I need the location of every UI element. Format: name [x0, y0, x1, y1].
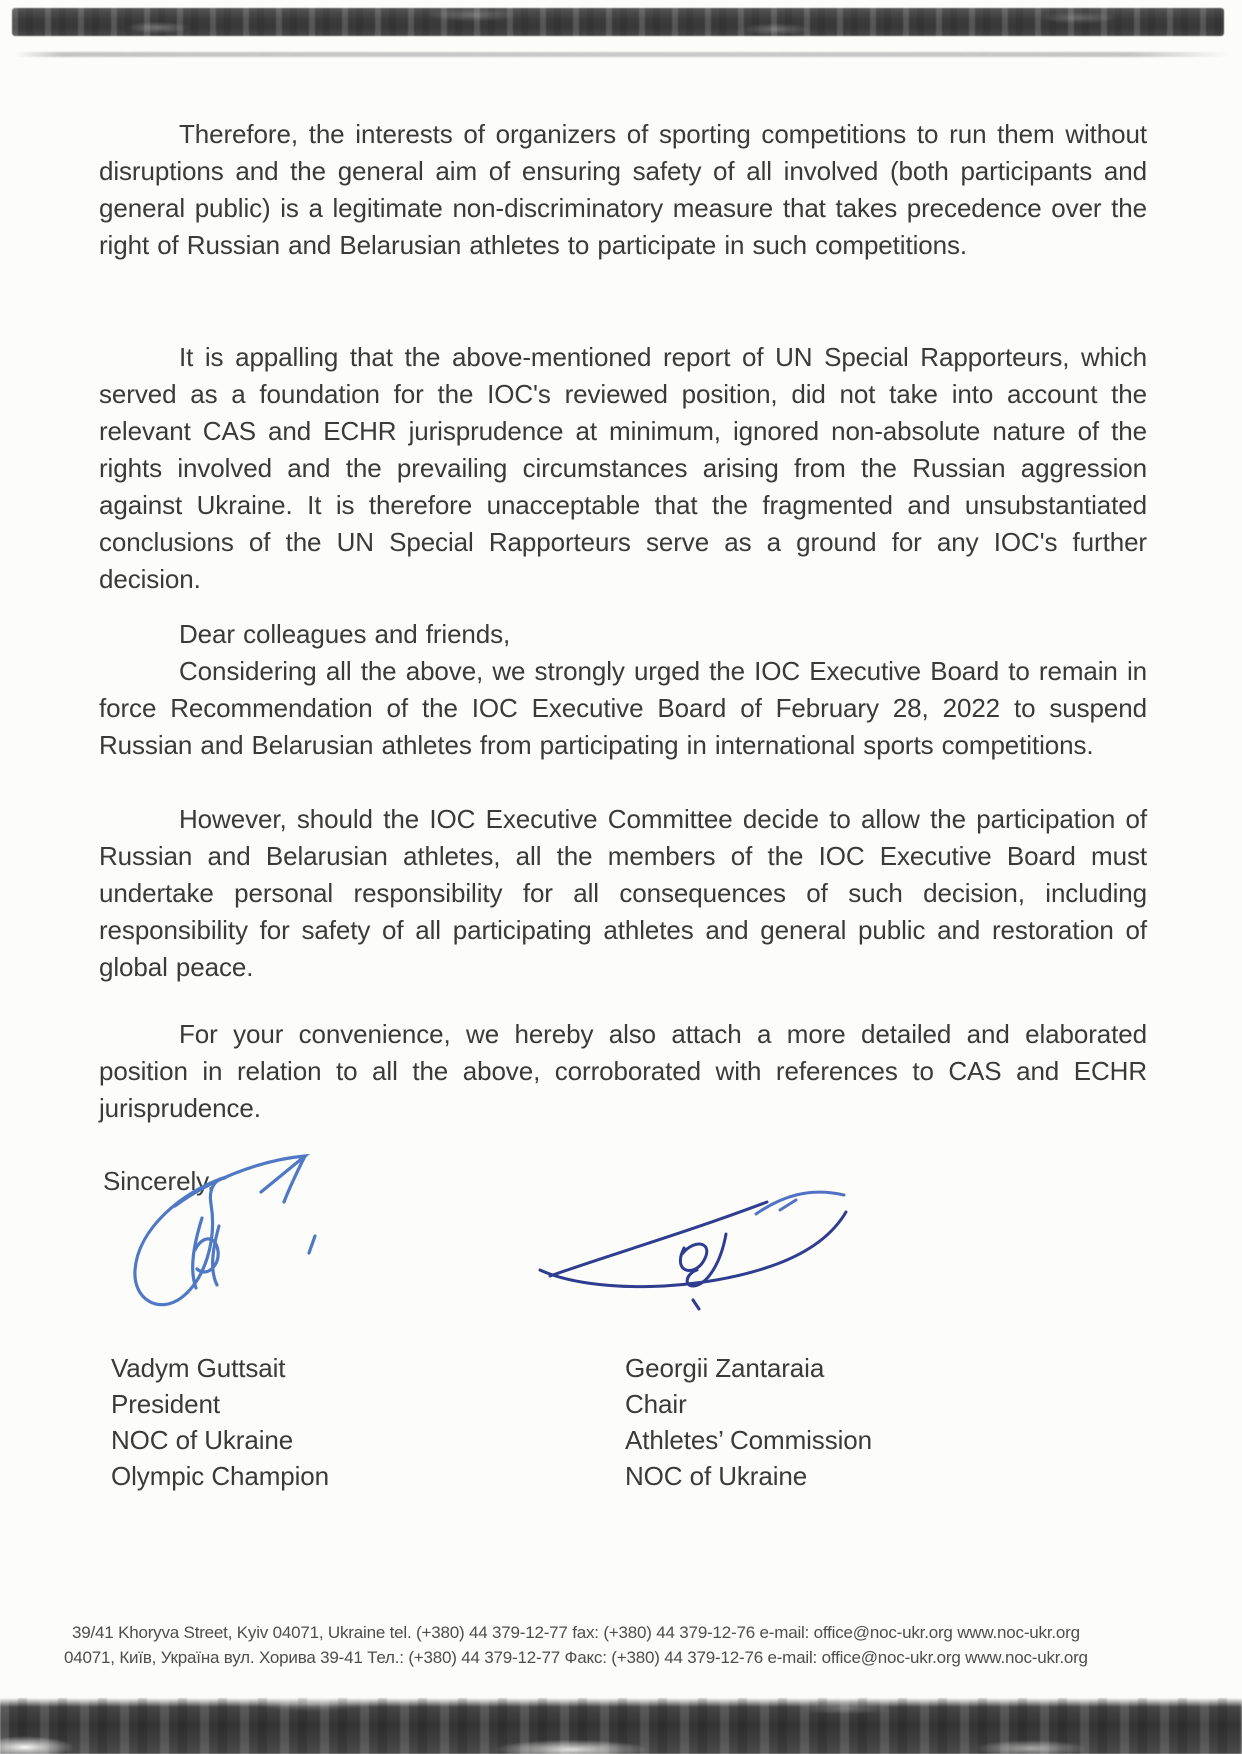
scan-artifact-top-bar [12, 8, 1224, 36]
salutation: Dear colleagues and friends, [179, 619, 511, 649]
paragraph-5: For your convenience, we hereby also attach a more detailed and elaborated position in relation to all the above, corroborated with references to CAS and ECHR jurisprudence. [99, 1019, 1147, 1123]
signature-left [105, 1148, 340, 1320]
signatory-right-title3: NOC of Ukraine [625, 1461, 808, 1491]
signatory-right-block [625, 1350, 872, 1494]
scan-artifact-top-line [14, 52, 1228, 57]
paragraph-4: However, should the IOC Executive Committee decide to allow the participation of Russian and Belarusian athletes, all the members of the IOC Executive Board must undertake personal responsibility for all consequences of such decision, including responsibility for safety of all participating athletes and general public and restoration of global peace. [99, 804, 1147, 982]
footer-line-english: 39/41 Khoryva Street, Kyiv 04071, Ukraine tel. (+380) 44 379-12-77 fax: (+380) 44 379-12-76 e-mail: office@noc-ukr.org www.noc-ukr.org [72, 1623, 1080, 1642]
paragraph-3: Considering all the above, we strongly urged the IOC Executive Board to remain in force Recommendation of the IOC Executive Board of February 28, 2022 to suspend Russian and Belarusian athletes from participating in international sports competitions. [99, 656, 1147, 760]
paragraph-1: Therefore, the interests of organizers of sporting competitions to run them without disruptions and the general aim of ensuring safety of all involved (both participants and general public) is a legitimate non-discriminatory measure that takes precedence over the right of Russian and Belarusian athletes to participate in such competitions. [99, 119, 1147, 260]
scan-artifact-bottom-bar [0, 1698, 1242, 1754]
signatory-left-title2: NOC of Ukraine [111, 1425, 294, 1455]
paragraph-2: It is appalling that the above-mentioned report of UN Special Rapporteurs, which served as a foundation for the IOC's reviewed position, did not take into account the relevant CAS and ECHR jurisprudence at minimum, ignored non-absolute nature of the rights involved and the prevailing circumstances arising from the Russian aggression against Ukraine. It is therefore unacceptable that the fragmented and unsubstantiated conclusions of the UN Special Rapporteurs serve as a ground for any IOC's further decision. [99, 342, 1147, 594]
signature-right [530, 1172, 852, 1324]
signatory-right-title1: Chair [625, 1389, 687, 1419]
closing-sincerely: Sincerely, [103, 1166, 215, 1196]
letterhead-footer [64, 1620, 1194, 1670]
signatory-left-name: Vadym Guttsait [111, 1353, 286, 1383]
signatory-left-title1: President [111, 1389, 220, 1419]
signatory-left-title3: Olympic Champion [111, 1461, 330, 1491]
signatory-left-block [111, 1350, 329, 1494]
footer-line-ukrainian: 04071, Київ, Україна вул. Хорива 39-41 Тел.: (+380) 44 379-12-77 Факс: (+380) 44 379-12-76 e-mail: office@noc-ukr.org www.noc-ukr.org [64, 1648, 1088, 1667]
signatory-right-title2: Athletes’ Commission [625, 1425, 873, 1455]
signatory-right-name: Georgii Zantaraia [625, 1353, 825, 1383]
